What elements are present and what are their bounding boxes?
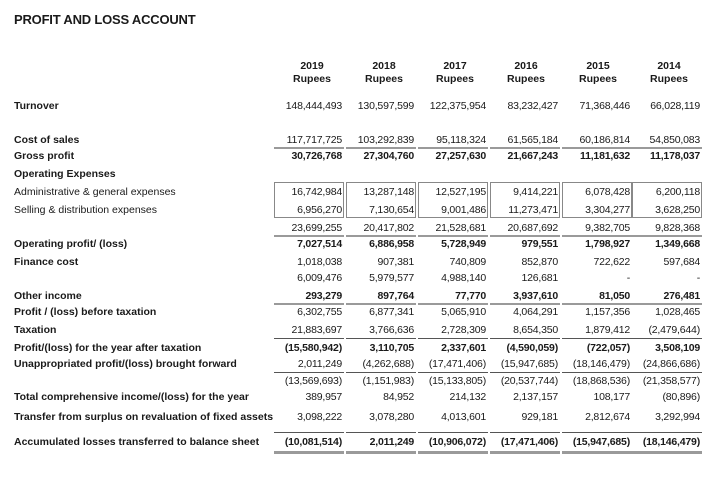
- expense-box: [632, 182, 702, 218]
- cell-value: 11,181,632: [580, 150, 630, 162]
- total-double-rule: [562, 451, 632, 454]
- cell-value: 214,132: [449, 391, 486, 403]
- row-label: Administrative & general expenses: [14, 186, 176, 198]
- cell-value: 21,528,681: [435, 222, 486, 234]
- subtotal-rule: [632, 338, 702, 339]
- column-header-2015: [562, 60, 634, 86]
- row-label: Accumulated losses transferred to balance sheet: [14, 436, 260, 448]
- subtotal-rule: [490, 147, 560, 149]
- subtotal-rule: [562, 303, 632, 305]
- table-row: [0, 322, 720, 338]
- cell-value: 21,667,243: [507, 150, 558, 162]
- cell-value: 7,130,654: [369, 204, 414, 216]
- page-title: PROFIT AND LOSS ACCOUNT: [14, 12, 196, 27]
- cell-value: (15,947,685): [572, 436, 630, 448]
- cell-value: 5,065,910: [441, 306, 486, 318]
- row-label: Profit / (loss) before taxation: [14, 306, 157, 318]
- unit-label: Rupees: [293, 73, 331, 85]
- cell-value: (17,471,406): [428, 358, 486, 370]
- cell-value: (10,081,514): [284, 436, 342, 448]
- cell-value: (1,151,983): [362, 375, 414, 387]
- cell-value: 3,937,610: [513, 290, 558, 302]
- subtotal-rule: [562, 372, 632, 373]
- subtotal-rule: [418, 147, 488, 149]
- row-label: Taxation: [14, 324, 57, 336]
- cell-value: (18,146,479): [572, 358, 630, 370]
- cell-value: 1,028,465: [655, 306, 700, 318]
- cell-value: 276,481: [663, 290, 700, 302]
- cell-value: 3,098,222: [297, 411, 342, 423]
- subtotal-rule: [490, 303, 560, 305]
- cell-value: 6,886,958: [369, 238, 414, 250]
- cell-value: 130,597,599: [357, 100, 414, 112]
- cell-value: 6,877,341: [369, 306, 414, 318]
- cell-value: 8,654,350: [513, 324, 558, 336]
- cell-value: 597,684: [663, 256, 700, 268]
- cell-value: 4,988,140: [441, 272, 486, 284]
- cell-value: (2,479,644): [648, 324, 700, 336]
- cell-value: 83,232,427: [507, 100, 558, 112]
- cell-value: 5,728,949: [441, 238, 486, 250]
- subtotal-rule: [632, 147, 702, 149]
- subtotal-rule: [632, 303, 702, 305]
- cell-value: 11,178,037: [650, 150, 700, 162]
- cell-value: 61,565,184: [507, 134, 558, 146]
- cell-value: 20,417,802: [363, 222, 414, 234]
- cell-value: 27,304,760: [363, 150, 414, 162]
- cell-value: 9,001,486: [441, 204, 486, 216]
- cell-value: 27,257,630: [435, 150, 486, 162]
- column-header-2016: [490, 60, 562, 86]
- cell-value: 4,064,291: [513, 306, 558, 318]
- subtotal-rule: [418, 338, 488, 339]
- cell-value: 54,850,083: [649, 134, 700, 146]
- cell-value: 2,137,157: [513, 391, 558, 403]
- cell-value: 108,177: [593, 391, 630, 403]
- total-double-rule: [490, 451, 560, 454]
- cell-value: 126,681: [521, 272, 558, 284]
- year-label: 2015: [586, 60, 610, 72]
- column-header-2014: [633, 60, 705, 86]
- subtotal-rule: [346, 235, 416, 237]
- table-row: [0, 148, 720, 164]
- table-row: [0, 389, 720, 405]
- expense-box: [490, 182, 560, 218]
- total-top-rule: [274, 432, 344, 433]
- cell-value: 71,368,446: [579, 100, 630, 112]
- subtotal-rule: [346, 147, 416, 149]
- year-label: 2014: [657, 60, 681, 72]
- cell-value: (15,947,685): [500, 358, 558, 370]
- table-row: [0, 166, 720, 182]
- unit-label: Rupees: [365, 73, 403, 85]
- cell-value: (13,569,693): [284, 375, 342, 387]
- cell-value: 6,078,428: [585, 186, 630, 198]
- row-label: Gross profit: [14, 150, 75, 162]
- column-header-2017: [419, 60, 491, 86]
- cell-value: 3,304,277: [585, 204, 630, 216]
- table-row: [0, 356, 720, 372]
- cell-value: 1,018,038: [297, 256, 342, 268]
- cell-value: 81,050: [599, 290, 630, 302]
- table-row: [0, 304, 720, 320]
- cell-value: (4,262,688): [362, 358, 414, 370]
- total-double-rule: [632, 451, 702, 454]
- subtotal-rule: [346, 338, 416, 339]
- cell-value: 852,870: [521, 256, 558, 268]
- year-label: 2018: [372, 60, 396, 72]
- row-label: Total comprehensive income/(loss) for the year: [14, 391, 249, 403]
- subtotal-rule: [490, 338, 560, 339]
- expense-box: [562, 182, 632, 218]
- cell-value: (17,471,406): [500, 436, 558, 448]
- subtotal-rule: [274, 372, 344, 373]
- cell-value: 2,011,249: [369, 436, 414, 448]
- cell-value: (18,868,536): [572, 375, 630, 387]
- year-label: 2019: [300, 60, 324, 72]
- subtotal-rule: [562, 235, 632, 237]
- cell-value: 21,883,697: [291, 324, 342, 336]
- subtotal-rule: [632, 235, 702, 237]
- subtotal-rule: [490, 372, 560, 373]
- cell-value: 897,764: [377, 290, 414, 302]
- unit-label: Rupees: [650, 73, 688, 85]
- cell-value: 9,382,705: [585, 222, 630, 234]
- subtotal-rule: [274, 235, 344, 237]
- subtotal-rule: [632, 372, 702, 373]
- cell-value: 907,381: [377, 256, 414, 268]
- row-label: Transfer from surplus on revaluation of fixed assets: [14, 411, 274, 423]
- subtotal-rule: [274, 303, 344, 305]
- row-label: Selling & distribution expenses: [14, 204, 158, 216]
- cell-value: -: [626, 272, 630, 284]
- cell-value: 77,770: [455, 290, 486, 302]
- cell-value: 2,812,674: [585, 411, 630, 423]
- expense-box: [346, 182, 416, 218]
- column-header-2019: [276, 60, 348, 86]
- total-double-rule: [418, 451, 488, 454]
- total-top-rule: [562, 432, 632, 433]
- table-row: [0, 270, 720, 286]
- cell-value: 3,628,250: [655, 204, 700, 216]
- table-row: [0, 373, 720, 389]
- cell-value: 6,009,476: [297, 272, 342, 284]
- cell-value: 7,027,514: [297, 238, 342, 250]
- table-row: [0, 132, 720, 148]
- cell-value: 148,444,493: [285, 100, 342, 112]
- subtotal-rule: [418, 235, 488, 237]
- cell-value: 4,013,601: [441, 411, 486, 423]
- row-label: Operating profit/ (loss): [14, 238, 128, 250]
- row-label: Cost of sales: [14, 134, 80, 146]
- row-label: Profit/(loss) for the year after taxation: [14, 342, 202, 354]
- cell-value: 2,337,601: [441, 342, 486, 354]
- cell-value: 20,687,692: [507, 222, 558, 234]
- year-label: 2016: [514, 60, 538, 72]
- cell-value: (80,896): [662, 391, 700, 403]
- cell-value: (10,906,072): [428, 436, 486, 448]
- table-row: [0, 434, 720, 450]
- cell-value: 929,181: [521, 411, 558, 423]
- cell-value: 23,699,255: [291, 222, 342, 234]
- total-top-rule: [346, 432, 416, 433]
- cell-value: 1,349,668: [655, 238, 700, 250]
- cell-value: (21,358,577): [642, 375, 700, 387]
- cell-value: 6,956,270: [297, 204, 342, 216]
- row-label: Finance cost: [14, 256, 79, 268]
- cell-value: -: [696, 272, 700, 284]
- cell-value: 9,414,221: [513, 186, 558, 198]
- unit-label: Rupees: [579, 73, 617, 85]
- row-label: Operating Expenses: [14, 168, 116, 180]
- row-label: Turnover: [14, 100, 59, 112]
- table-row: [0, 220, 720, 236]
- table-row: [0, 409, 720, 425]
- expense-box: [418, 182, 488, 218]
- cell-value: 3,292,994: [655, 411, 700, 423]
- table-row: [0, 254, 720, 270]
- cell-value: 16,742,984: [291, 186, 342, 198]
- subtotal-rule: [490, 235, 560, 237]
- cell-value: 6,302,755: [297, 306, 342, 318]
- cell-value: 30,726,768: [291, 150, 342, 162]
- cell-value: (15,580,942): [284, 342, 342, 354]
- cell-value: 11,273,471: [508, 204, 558, 216]
- total-top-rule: [632, 432, 702, 433]
- cell-value: 5,979,577: [369, 272, 414, 284]
- unit-label: Rupees: [507, 73, 545, 85]
- subtotal-rule: [562, 338, 632, 339]
- cell-value: 3,766,636: [369, 324, 414, 336]
- cell-value: 722,622: [593, 256, 630, 268]
- year-label: 2017: [443, 60, 467, 72]
- cell-value: 103,292,839: [357, 134, 414, 146]
- cell-value: 3,110,705: [369, 342, 414, 354]
- subtotal-rule: [274, 338, 344, 339]
- cell-value: (4,590,059): [506, 342, 558, 354]
- cell-value: 1,157,356: [585, 306, 630, 318]
- cell-value: 122,375,954: [429, 100, 486, 112]
- cell-value: 3,508,109: [655, 342, 700, 354]
- cell-value: 6,200,118: [655, 186, 700, 198]
- row-label: Unappropriated profit/(loss) brought forward: [14, 358, 237, 370]
- cell-value: 740,809: [449, 256, 486, 268]
- cell-value: 293,279: [305, 290, 342, 302]
- table-row: [0, 288, 720, 304]
- row-label: Other income: [14, 290, 82, 302]
- cell-value: 60,186,814: [579, 134, 630, 146]
- subtotal-rule: [346, 372, 416, 373]
- expense-box: [274, 182, 344, 218]
- subtotal-rule: [418, 372, 488, 373]
- table-row: [0, 340, 720, 356]
- cell-value: 1,879,412: [585, 324, 630, 336]
- cell-value: 2,728,309: [441, 324, 486, 336]
- cell-value: 13,287,148: [363, 186, 414, 198]
- subtotal-rule: [346, 303, 416, 305]
- table-row: [0, 98, 720, 114]
- column-header-2018: [348, 60, 420, 86]
- subtotal-rule: [562, 147, 632, 149]
- total-double-rule: [346, 451, 416, 454]
- cell-value: (18,146,479): [642, 436, 700, 448]
- cell-value: 117,717,725: [286, 134, 342, 146]
- cell-value: 9,828,368: [655, 222, 700, 234]
- table-row: [0, 236, 720, 252]
- cell-value: (24,866,686): [642, 358, 700, 370]
- cell-value: (15,133,805): [428, 375, 486, 387]
- cell-value: 12,527,195: [435, 186, 486, 198]
- subtotal-rule: [418, 303, 488, 305]
- cell-value: 2,011,249: [297, 358, 342, 370]
- cell-value: 84,952: [383, 391, 414, 403]
- cell-value: (20,537,744): [500, 375, 558, 387]
- total-double-rule: [274, 451, 344, 454]
- cell-value: (722,057): [586, 342, 630, 354]
- cell-value: 3,078,280: [369, 411, 414, 423]
- total-top-rule: [418, 432, 488, 433]
- cell-value: 389,957: [305, 391, 342, 403]
- total-top-rule: [490, 432, 560, 433]
- subtotal-rule: [274, 147, 344, 149]
- cell-value: 1,798,927: [585, 238, 630, 250]
- cell-value: 979,551: [521, 238, 558, 250]
- cell-value: 95,118,324: [436, 134, 486, 146]
- unit-label: Rupees: [436, 73, 474, 85]
- cell-value: 66,028,119: [650, 100, 700, 112]
